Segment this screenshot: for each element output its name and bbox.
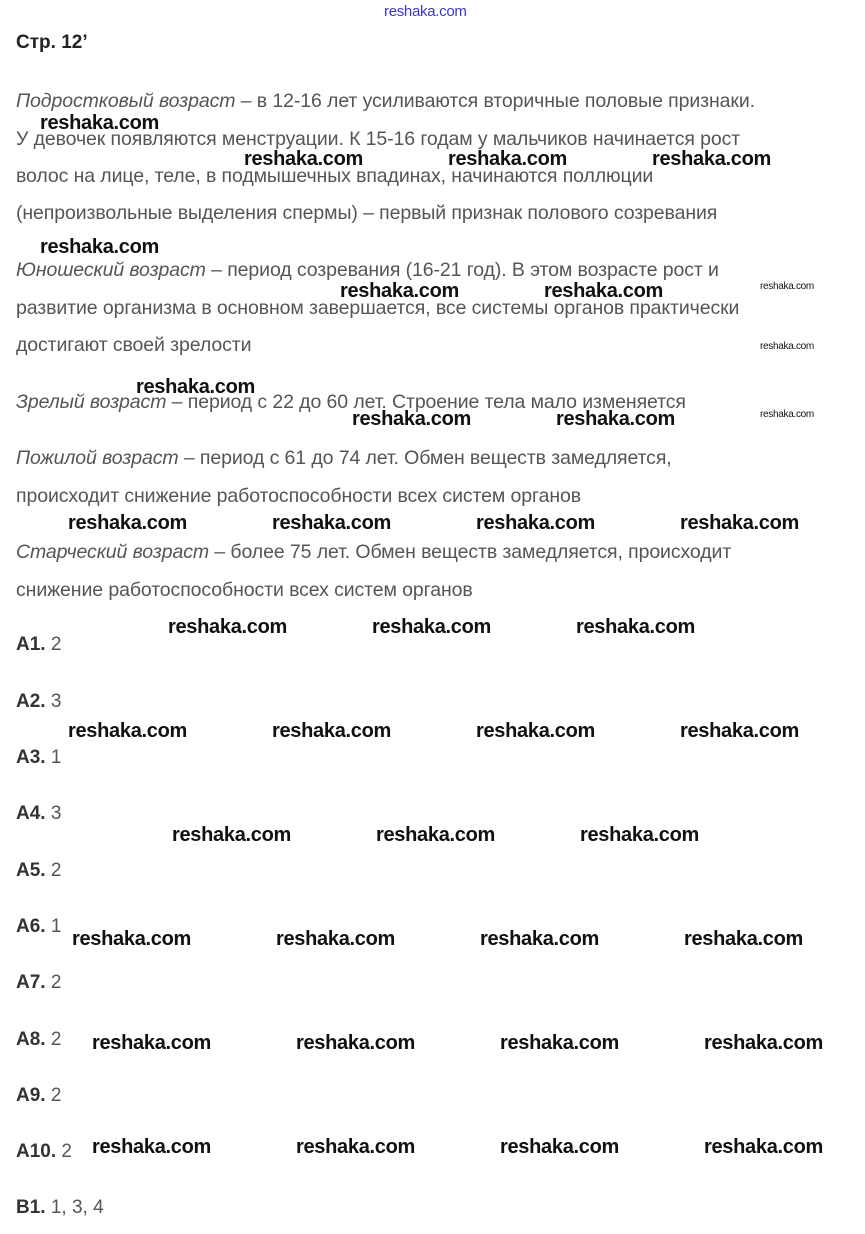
watermark: reshaka.com [760, 341, 814, 352]
line-text: снижение работоспособности всех систем органов [16, 579, 473, 601]
watermark: reshaka.com [340, 280, 459, 302]
answer-item [16, 971, 61, 995]
watermark: reshaka.com [92, 1136, 211, 1158]
answer-label: A5. [16, 860, 46, 881]
watermark: reshaka.com [652, 148, 771, 170]
watermark: reshaka.com [500, 1136, 619, 1158]
line-text: волос на лице, теле, в подмышечных впадинах, начинаются поллюции [16, 165, 654, 187]
answer-item [16, 1028, 61, 1052]
watermark: reshaka.com [704, 1136, 823, 1158]
answer-label: B1. [16, 1197, 46, 1218]
watermark: reshaka.com [480, 928, 599, 950]
line-text: – период с 61 до 74 лет. Обмен веществ замедляется, [178, 447, 672, 469]
watermark: reshaka.com [372, 616, 491, 638]
term: Зрелый возраст [16, 391, 167, 413]
answer-value: 1 [45, 916, 62, 937]
watermark: reshaka.com [384, 3, 467, 20]
term: Юношеский возраст [16, 259, 206, 281]
answer-item [16, 1140, 72, 1164]
answer-label: A9. [16, 1085, 46, 1106]
watermark: reshaka.com [72, 928, 191, 950]
watermark: reshaka.com [172, 824, 291, 846]
watermark: reshaka.com [580, 824, 699, 846]
watermark: reshaka.com [244, 148, 363, 170]
line-text: развитие организма в основном завершается, все системы органов практически [16, 297, 740, 319]
watermark: reshaka.com [68, 512, 187, 534]
watermark: reshaka.com [68, 720, 187, 742]
watermark: reshaka.com [352, 408, 471, 430]
watermark: reshaka.com [576, 616, 695, 638]
watermark: reshaka.com [704, 1032, 823, 1054]
answer-item [16, 802, 61, 826]
answer-item [16, 859, 61, 883]
answer-value: 2 [45, 972, 62, 993]
line-text: – в 12-16 лет усиливаются вторичные половые признаки. [235, 90, 755, 112]
watermark: reshaka.com [40, 236, 159, 258]
answer-value: 2 [45, 634, 62, 655]
answer-value: 2 [45, 1029, 62, 1050]
line-text: – период с 22 до 60 лет. Строение тела мало изменяется [166, 391, 686, 413]
watermark: reshaka.com [500, 1032, 619, 1054]
term: Пожилой возраст [16, 447, 179, 469]
watermark: reshaka.com [296, 1136, 415, 1158]
answer-label: A6. [16, 916, 46, 937]
watermark: reshaka.com [544, 280, 663, 302]
answer-value: 3 [45, 803, 62, 824]
term: Подростковый возраст [16, 90, 236, 112]
answer-item [16, 633, 61, 657]
paragraph-line [16, 540, 731, 564]
paragraph-line [16, 484, 581, 508]
answer-label: A4. [16, 803, 46, 824]
watermark: reshaka.com [92, 1032, 211, 1054]
watermark: reshaka.com [272, 512, 391, 534]
answer-label: A10. [16, 1141, 57, 1162]
line-text: – более 75 лет. Обмен веществ замедляется, происходит [209, 541, 732, 563]
paragraph-line [16, 446, 672, 470]
line-text: – период созревания (16-21 год). В этом возрасте рост и [205, 259, 719, 281]
watermark: reshaka.com [476, 512, 595, 534]
watermark: reshaka.com [296, 1032, 415, 1054]
answer-item [16, 746, 61, 770]
watermark: reshaka.com [136, 376, 255, 398]
page-header: Стр. 12’ [16, 32, 88, 53]
paragraph-line [16, 201, 717, 225]
answer-label: A7. [16, 972, 46, 993]
paragraph-line [16, 578, 473, 602]
watermark: reshaka.com [680, 512, 799, 534]
answer-value: 1, 3, 4 [45, 1197, 104, 1218]
line-text: происходит снижение работоспособности всех систем органов [16, 485, 581, 507]
paragraph-line [16, 333, 251, 357]
watermark: reshaka.com [684, 928, 803, 950]
answer-item [16, 1084, 61, 1108]
watermark: reshaka.com [760, 281, 814, 292]
answer-value: 2 [45, 1085, 62, 1106]
answer-item [16, 1196, 104, 1220]
answer-item [16, 915, 61, 939]
watermark: reshaka.com [276, 928, 395, 950]
answer-value: 2 [56, 1141, 72, 1162]
watermark: reshaka.com [556, 408, 675, 430]
watermark: reshaka.com [272, 720, 391, 742]
watermark: reshaka.com [760, 409, 814, 420]
term: Старческий возраст [16, 541, 210, 563]
answer-label: A1. [16, 634, 46, 655]
watermark: reshaka.com [680, 720, 799, 742]
answer-item [16, 690, 61, 714]
answer-value: 2 [45, 860, 62, 881]
watermark: reshaka.com [476, 720, 595, 742]
answer-label: A8. [16, 1029, 46, 1050]
answer-value: 3 [45, 691, 62, 712]
line-text: достигают своей зрелости [16, 334, 252, 356]
line-text: У девочек появляются менструации. К 15-16 годам у мальчиков начинается рост [16, 128, 741, 150]
line-text: (непроизвольные выделения спермы) – первый признак полового созревания [16, 202, 718, 224]
watermark: reshaka.com [168, 616, 287, 638]
watermark: reshaka.com [40, 112, 159, 134]
answer-label: A2. [16, 691, 46, 712]
answer-value: 1 [45, 747, 62, 768]
watermark: reshaka.com [448, 148, 567, 170]
watermark: reshaka.com [376, 824, 495, 846]
answer-label: A3. [16, 747, 46, 768]
paragraph-line [16, 89, 755, 113]
